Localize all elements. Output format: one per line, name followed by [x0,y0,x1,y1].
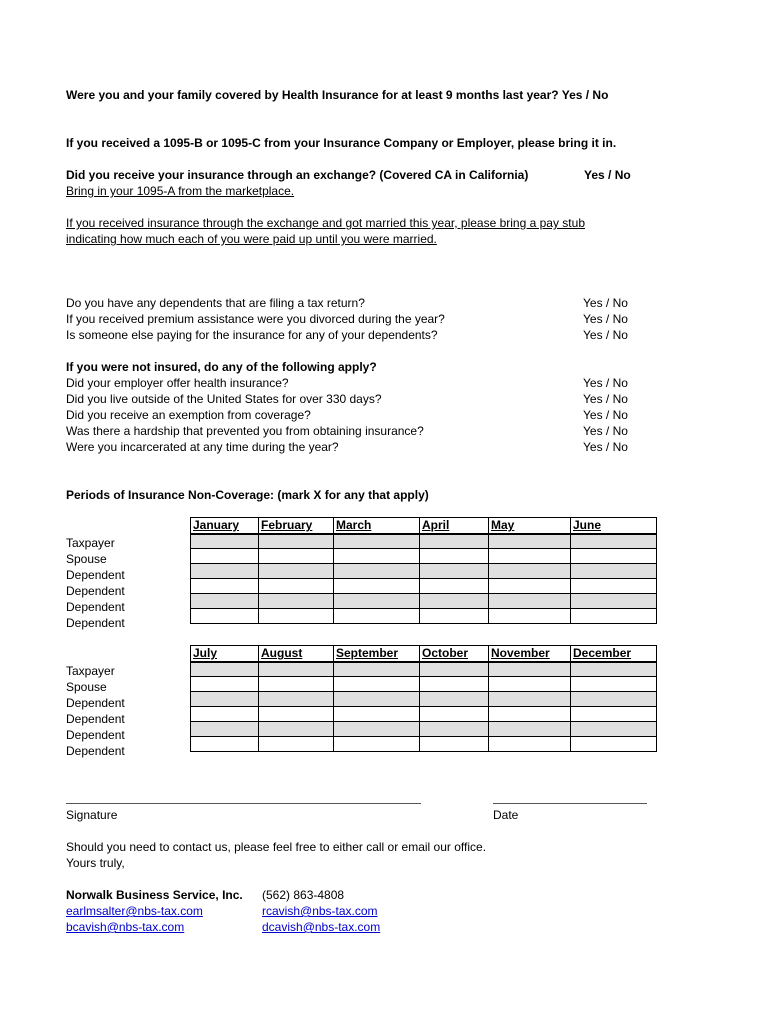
email-link[interactable]: dcavish@nbs-tax.com [262,920,381,934]
month-header: May [489,518,571,534]
grid-cell[interactable] [334,707,420,722]
grid-cell[interactable] [259,564,334,579]
answer-yes-no: Yes / No [583,312,628,326]
company-name: Norwalk Business Service, Inc. [66,888,243,902]
month-header: February [259,518,334,534]
grid-cell[interactable] [191,609,259,624]
grid-cell[interactable] [420,692,489,707]
grid-cell[interactable] [489,722,571,737]
grid-cell[interactable] [420,722,489,737]
grid-row-dependent [191,722,657,737]
month-header: August [259,646,334,662]
grid-cell[interactable] [489,594,571,609]
phone-number: (562) 863-4808 [262,888,345,902]
coverage-grid-jul-dec [190,645,657,752]
month-header: July [191,646,259,662]
periods-heading: Periods of Insurance Non-Coverage: (mark X for any that apply) [66,488,429,502]
question-hardship: Was there a hardship that prevented you from obtaining insurance? [66,424,424,438]
answer-yes-no: Yes / No [583,392,628,406]
grid-cell[interactable] [571,677,657,692]
grid-cell[interactable] [571,534,657,549]
row-label-dependent: Dependent [66,728,125,742]
answer-yes-no: Yes / No [583,408,628,422]
grid-cell[interactable] [334,549,420,564]
answer-yes-no: Yes / No [583,440,628,454]
email-link[interactable]: rcavish@nbs-tax.com [262,904,378,918]
grid-cell[interactable] [420,677,489,692]
month-header: October [420,646,489,662]
question-dependents-filing: Do you have any dependents that are filing a tax return? [66,296,365,310]
grid-cell[interactable] [489,564,571,579]
grid-cell[interactable] [259,677,334,692]
row-label-spouse: Spouse [66,552,107,566]
grid-cell[interactable] [489,677,571,692]
grid-cell[interactable] [259,534,334,549]
month-header: April [420,518,489,534]
closing-text: Yours truly, [66,856,125,870]
grid-cell[interactable] [191,692,259,707]
answer-exchange: Yes / No [584,168,631,182]
row-label-dependent: Dependent [66,616,125,630]
grid-cell[interactable] [571,692,657,707]
grid-header-row [191,518,657,534]
month-header: March [334,518,420,534]
married-note-line-1: If you received insurance through the exchange and got married this year, please bring a pay stub [66,216,585,230]
grid-cell[interactable] [571,707,657,722]
grid-cell[interactable] [571,564,657,579]
grid-cell[interactable] [489,579,571,594]
grid-cell[interactable] [420,579,489,594]
question-incarcerated: Were you incarcerated at any time during the year? [66,440,339,454]
month-header: June [571,518,657,534]
grid-cell[interactable] [420,662,489,677]
date-line[interactable] [493,803,647,804]
date-label: Date [493,808,519,822]
grid-cell[interactable] [259,722,334,737]
grid-cell[interactable] [571,662,657,677]
grid-cell[interactable] [571,549,657,564]
grid-cell[interactable] [259,549,334,564]
question-employer-offer: Did your employer offer health insurance? [66,376,289,390]
question-exemption: Did you receive an exemption from coverage? [66,408,311,422]
question-exchange: Did you receive your insurance through an exchange? (Covered CA in California) [66,168,529,182]
grid-row-dependent [191,707,657,722]
coverage-grid-jan-jun [190,517,657,624]
signature-label: Signature [66,808,118,822]
question-outside-us: Did you live outside of the United States for over 330 days? [66,392,382,406]
row-label-dependent: Dependent [66,600,125,614]
grid-cell[interactable] [489,549,571,564]
row-label-dependent: Dependent [66,712,125,726]
month-header: November [489,646,571,662]
grid-cell[interactable] [191,534,259,549]
grid-cell[interactable] [420,737,489,752]
grid-cell[interactable] [334,722,420,737]
grid-cell[interactable] [489,707,571,722]
grid-cell[interactable] [420,534,489,549]
grid-cell[interactable] [259,662,334,677]
married-note-line-2: indicating how much each of you were paid up until you were married. [66,232,437,246]
grid-row-dependent [191,579,657,594]
grid-row-dependent [191,564,657,579]
grid-cell[interactable] [334,534,420,549]
grid-row-dependent [191,692,657,707]
answer-yes-no: Yes / No [583,424,628,438]
question-1095: If you received a 1095-B or 1095-C from your Insurance Company or Employer, please bring it in. [66,136,617,150]
grid-cell[interactable] [571,609,657,624]
row-label-taxpayer: Taxpayer [66,536,115,550]
grid-cell[interactable] [571,737,657,752]
grid-cell[interactable] [191,737,259,752]
grid-cell[interactable] [259,707,334,722]
grid-cell[interactable] [420,594,489,609]
grid-cell[interactable] [420,707,489,722]
not-insured-heading: If you were not insured, do any of the following apply? [66,360,377,374]
grid-cell[interactable] [420,549,489,564]
row-label-spouse: Spouse [66,680,107,694]
month-header: January [191,518,259,534]
grid-cell[interactable] [191,564,259,579]
email-link[interactable]: bcavish@nbs-tax.com [66,920,185,934]
answer-yes-no: Yes / No [583,296,628,310]
grid-cell[interactable] [191,722,259,737]
row-label-taxpayer: Taxpayer [66,664,115,678]
grid-cell[interactable] [489,692,571,707]
row-label-dependent: Dependent [66,696,125,710]
grid-cell[interactable] [334,564,420,579]
grid-cell[interactable] [191,707,259,722]
grid-cell[interactable] [259,594,334,609]
bring-1095a-note: Bring in your 1095-A from the marketplace. [66,184,295,198]
grid-cell[interactable] [489,534,571,549]
grid-cell[interactable] [259,692,334,707]
answer-yes-no: Yes / No [583,328,628,342]
grid-cell[interactable] [259,737,334,752]
grid-row-dependent [191,737,657,752]
question-covered: Were you and your family covered by Health Insurance for at least 9 months last year? Yes / No [66,88,609,102]
row-label-dependent: Dependent [66,568,125,582]
grid-cell[interactable] [489,737,571,752]
grid-cell[interactable] [489,609,571,624]
email-link[interactable]: earlmsalter@nbs-tax.com [66,904,203,918]
grid-row-spouse [191,677,657,692]
grid-cell[interactable] [334,677,420,692]
grid-cell[interactable] [489,662,571,677]
row-label-dependent: Dependent [66,744,125,758]
row-label-dependent: Dependent [66,584,125,598]
grid-cell[interactable] [420,609,489,624]
grid-cell[interactable] [571,594,657,609]
grid-cell[interactable] [259,609,334,624]
grid-cell[interactable] [420,564,489,579]
grid-header-row [191,646,657,662]
grid-cell[interactable] [571,722,657,737]
grid-cell[interactable] [571,579,657,594]
grid-cell[interactable] [191,677,259,692]
grid-cell[interactable] [191,662,259,677]
month-header: September [334,646,420,662]
grid-cell[interactable] [191,594,259,609]
grid-cell[interactable] [334,594,420,609]
answer-yes-no: Yes / No [583,376,628,390]
grid-row-dependent [191,594,657,609]
grid-row-taxpayer [191,662,657,677]
grid-row-dependent [191,609,657,624]
grid-cell[interactable] [334,662,420,677]
grid-cell[interactable] [334,737,420,752]
contact-text: Should you need to contact us, please feel free to either call or email our office. [66,840,487,854]
question-someone-paying: Is someone else paying for the insurance for any of your dependents? [66,328,438,342]
grid-cell[interactable] [259,579,334,594]
grid-cell[interactable] [191,579,259,594]
grid-row-taxpayer [191,534,657,549]
signature-line[interactable] [66,803,421,804]
month-header: December [571,646,657,662]
grid-row-spouse [191,549,657,564]
question-divorced: If you received premium assistance were you divorced during the year? [66,312,445,326]
grid-cell[interactable] [334,609,420,624]
grid-cell[interactable] [334,692,420,707]
grid-cell[interactable] [334,579,420,594]
grid-cell[interactable] [191,549,259,564]
